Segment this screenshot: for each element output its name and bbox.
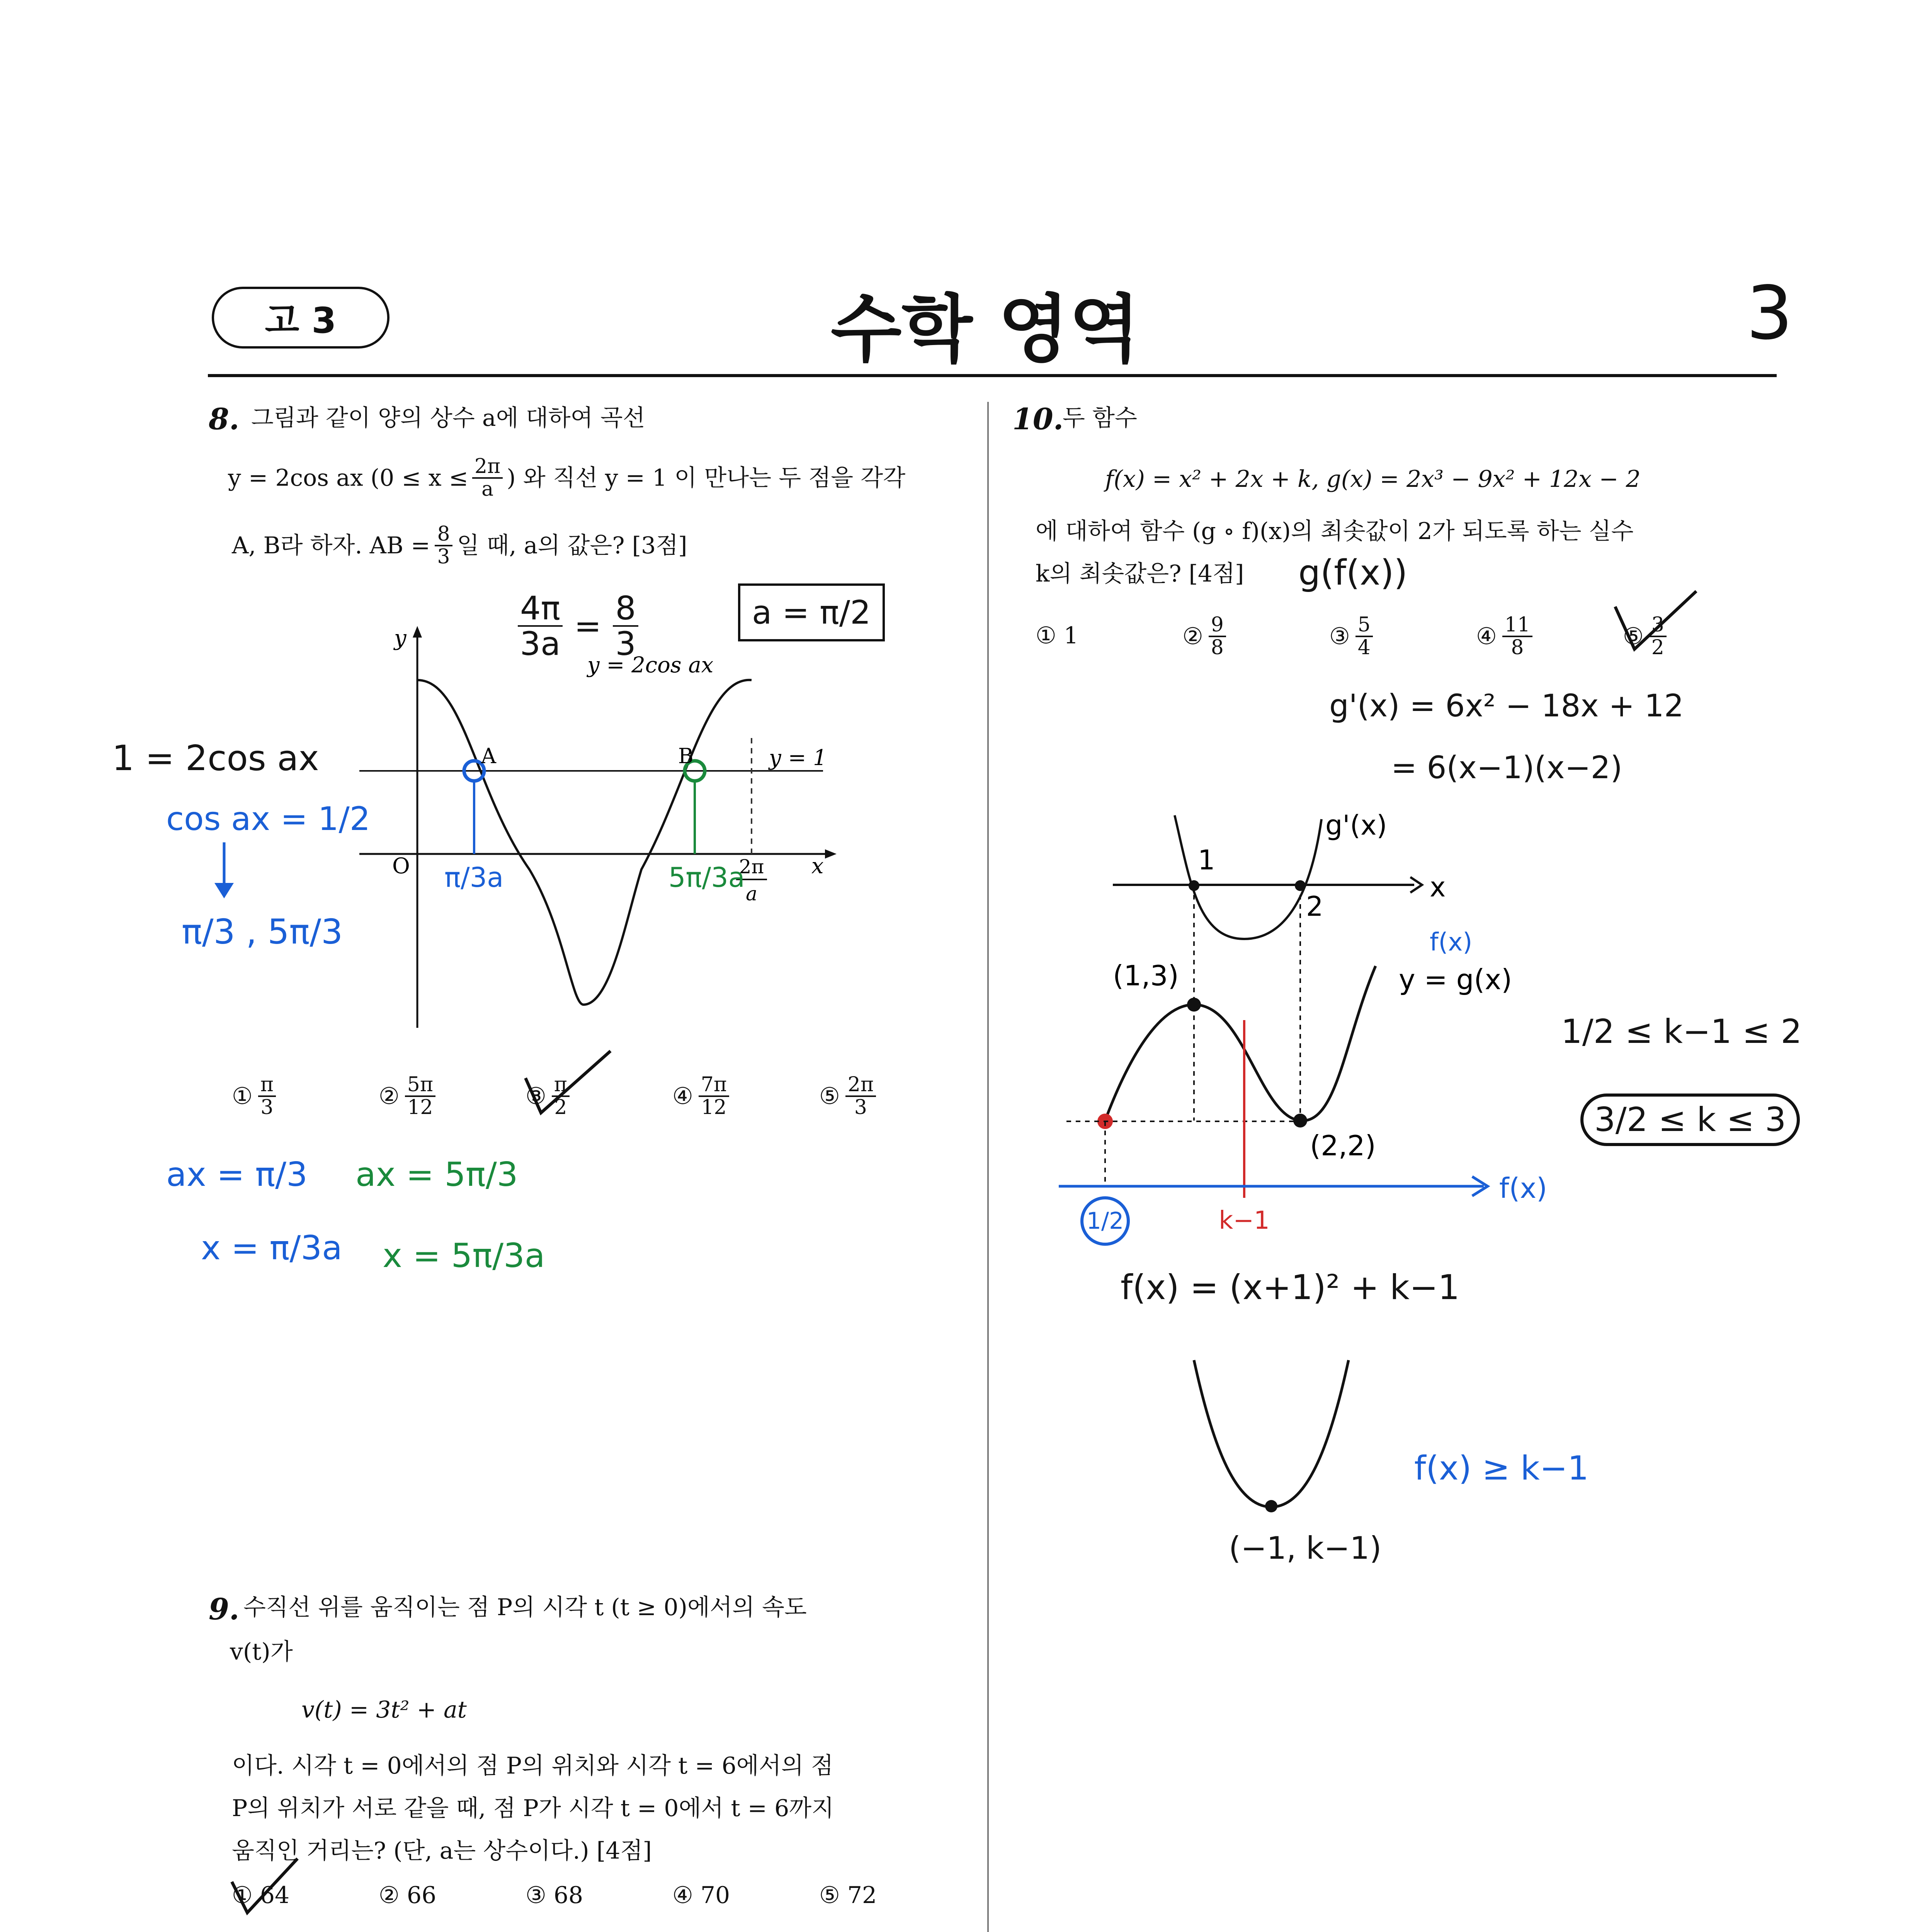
q9-line4: P의 위치가 서로 같을 때, 점 P가 시각 t = 0에서 t = 6까지 xyxy=(232,1795,834,1822)
q10-note-fmin: f(x) ≥ k−1 xyxy=(1414,1449,1589,1488)
q10-checkmark xyxy=(1611,587,1700,657)
q8-note-ax1: ax = π/3 xyxy=(166,1155,308,1194)
q10-sketch-fx: f(x) xyxy=(1430,928,1473,957)
q10-sketch-yg: y = g(x) xyxy=(1399,963,1512,996)
page-title: 수학 영역 xyxy=(830,287,1140,372)
q10-parabola xyxy=(1179,1352,1364,1530)
q8-line2 xyxy=(228,456,905,500)
q9-checkmark xyxy=(228,1855,305,1920)
q10-line2: 에 대하여 함수 (g ∘ f)(x)의 최솟값이 2가 되도록 하는 실수 xyxy=(1036,518,1634,545)
q8-choice-4[interactable]: ④ $\frac{7\pi}{12}$ xyxy=(672,1074,729,1118)
q8-note-x2: x = 5π/3a xyxy=(383,1236,545,1275)
q8-line2-frac: $\frac{2\pi}{a}$ xyxy=(472,456,503,500)
q8-note-x1: x = π/3a xyxy=(201,1229,342,1267)
q8-origin: O xyxy=(392,854,410,879)
q8-line3b: 일 때, a의 값은? [3점] xyxy=(457,532,687,559)
q9-line1: 수직선 위를 움직이는 점 P의 시각 t (t ≥ 0)에서의 속도 xyxy=(243,1594,807,1621)
q8-line2b: ) 와 직선 y = 1 이 만나는 두 점을 각각 xyxy=(507,464,906,492)
q9-line5: 움직인 거리는? (단, a는 상수이다.) [4점] xyxy=(232,1837,652,1864)
q8-note-arrow xyxy=(201,842,247,900)
q8-line-label: y = 1 xyxy=(769,745,827,770)
q10-note-ineq2: 3/2 ≤ k ≤ 3 xyxy=(1580,1094,1800,1146)
q10-number: 10. xyxy=(1012,402,1064,436)
q8-line3-frac: $\frac{8}{3}$ xyxy=(435,524,452,567)
q8-note-xa: π/3a xyxy=(444,862,504,893)
q8-curve-label: y = 2cos ax xyxy=(587,653,714,678)
q9-choice-4[interactable]: ④ 70 xyxy=(672,1882,730,1909)
q8-point-b: B xyxy=(678,744,694,768)
q10-choice-2[interactable]: ② $\frac{9}{8}$ xyxy=(1182,614,1226,658)
q9-line2: v(t)가 xyxy=(230,1638,293,1665)
q10-sketch-x: x xyxy=(1430,871,1446,903)
q10-formula: f(x) = x² + 2x + k, g(x) = 2x³ − 9x² + 12x − 2 xyxy=(1105,466,1641,493)
q8-choice-3[interactable]: ③ $\frac{\pi}{2}$ xyxy=(526,1074,570,1118)
q9-formula: v(t) = 3t² + at xyxy=(301,1696,467,1723)
q10-choice-3[interactable]: ③ $\frac{5}{4}$ xyxy=(1329,614,1373,658)
q8-choice-1[interactable]: ① $\frac{\pi}{3}$ xyxy=(232,1074,276,1118)
q10-sketch-fxaxis: f(x) xyxy=(1499,1172,1548,1204)
q8-choice-5[interactable]: ⑤ $\frac{2\pi}{3}$ xyxy=(819,1074,876,1118)
q8-note-answer: a = π/2 xyxy=(738,583,885,641)
q10-sketch-p13: (1,3) xyxy=(1113,959,1179,992)
q10-note-ineq1: 1/2 ≤ k−1 ≤ 2 xyxy=(1561,1012,1802,1051)
q8-number: 8. xyxy=(209,402,240,436)
q10-choice-1[interactable]: ① 1 xyxy=(1036,622,1079,649)
q8-x-label: x xyxy=(811,854,824,879)
q10-note-fdef: f(x) = (x+1)² + k−1 xyxy=(1121,1267,1460,1307)
q8-choice-2[interactable]: ② $\frac{5\pi}{12}$ xyxy=(379,1074,435,1118)
q8-line3a: A, B라 하자. AB = xyxy=(232,532,430,559)
q10-note-gprime1: g'(x) = 6x² − 18x + 12 xyxy=(1329,688,1684,724)
header-rule xyxy=(208,374,1777,377)
q8-note-xb: 5π/3a xyxy=(668,862,745,893)
q10-sketch-p22: (2,2) xyxy=(1310,1129,1376,1162)
q8-end-num: 2π xyxy=(739,855,764,878)
q8-line2a: y = 2cos ax (0 ≤ x ≤ xyxy=(228,464,468,492)
grade-badge: 고 3 xyxy=(212,287,389,349)
q8-note-ratio: $\frac{4\pi}{3a}$ = $\frac{8}{3}$ xyxy=(518,591,638,661)
q10-choice-5[interactable]: ⑤ $\frac{3}{2}$ xyxy=(1623,614,1667,658)
q10-sketch-half: 1/2 xyxy=(1086,1208,1124,1235)
q9-choice-5[interactable]: ⑤ 72 xyxy=(819,1882,877,1909)
column-divider xyxy=(987,402,989,1932)
q8-point-a: A xyxy=(481,744,496,768)
q8-line3 xyxy=(232,524,687,567)
q8-graph xyxy=(348,618,850,1043)
q8-note-roots: π/3 , 5π/3 xyxy=(182,912,343,952)
page-number: 3 xyxy=(1746,270,1793,356)
q10-note-vertex: (−1, k−1) xyxy=(1229,1530,1382,1566)
q10-sketch-two: 2 xyxy=(1306,891,1323,922)
q10-line1: 두 함수 xyxy=(1063,405,1137,432)
q10-sketch-gpx: g'(x) xyxy=(1325,810,1387,841)
q8-note-eq2: cos ax = 1/2 xyxy=(166,800,371,838)
q10-note-gprime2: = 6(x−1)(x−2) xyxy=(1391,750,1622,786)
q8-note-ax2: ax = 5π/3 xyxy=(355,1155,518,1194)
q10-note-gf: g(f(x)) xyxy=(1298,553,1408,593)
q9-line3: 이다. 시각 t = 0에서의 점 P의 위치와 시각 t = 6에서의 점 xyxy=(232,1752,833,1779)
q9-choice-1[interactable]: ① 64 xyxy=(232,1882,290,1909)
q10-line3: k의 최솟값은? [4점] xyxy=(1036,560,1244,587)
q9-number: 9. xyxy=(209,1592,240,1626)
q8-line1: 그림과 같이 양의 상수 a에 대하여 곡선 xyxy=(251,405,645,432)
q8-checkmark xyxy=(518,1043,618,1121)
q9-choice-3[interactable]: ③ 68 xyxy=(526,1882,583,1909)
q8-end-den: a xyxy=(746,883,757,905)
q10-sketch-km1: k−1 xyxy=(1219,1206,1270,1235)
q10-sketch xyxy=(1043,804,1623,1260)
q8-note-eq1: 1 = 2cos ax xyxy=(112,738,319,779)
q9-choice-2[interactable]: ② 66 xyxy=(379,1882,437,1909)
q8-y-label: y xyxy=(394,626,406,651)
q10-sketch-one: 1 xyxy=(1198,844,1215,876)
q10-choice-4[interactable]: ④ $\frac{11}{8}$ xyxy=(1476,614,1532,658)
